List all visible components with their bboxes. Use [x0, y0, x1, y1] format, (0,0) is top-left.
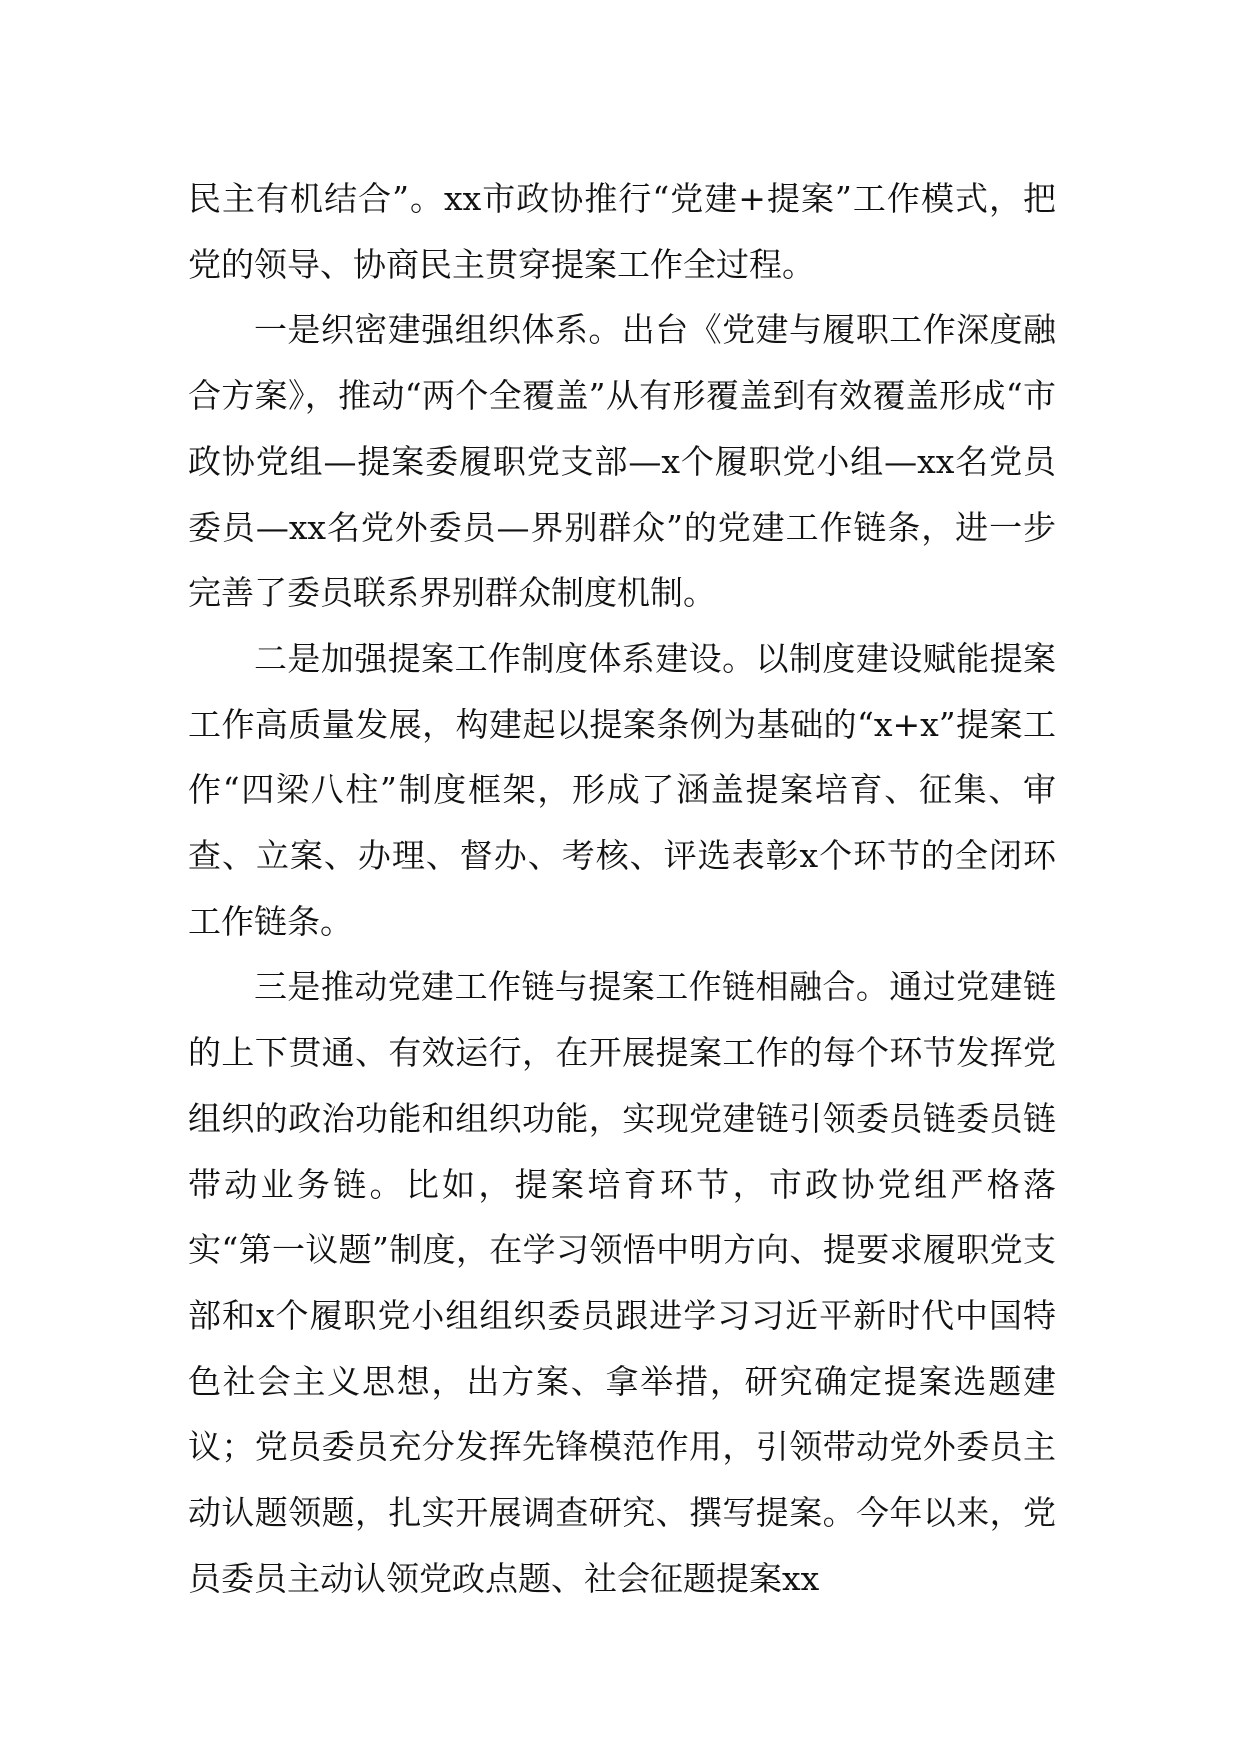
paragraph-chain-integration: 三是推动党建工作链与提案工作链相融合。通过党建链的上下贯通、有效运行，在开展提案工作的每个环节发挥党组织的政治功能和组织功能，实现党建链引领委员链委员链带动业务链。比如，提案培育环节，市政协党组严格落实“第一议题”制度，在学习领悟中明方向、提要求履职党支部和x个履职党小组组织委员跟进学习习近平新时代中国特色社会主义思想，出方案、拿举措，研究确定提案选题建议；党员委员充分发挥先锋模范作用，引领带动党外委员主动认题领题，扎实开展调查研究、撰写提案。今年以来，党员委员主动认领党政点题、社会征题提案xx [188, 967, 1056, 1598]
paragraph-intro: 民主有机结合”。xx市政协推行“党建+提案”工作模式，把党的领导、协商民主贯穿提案工作全过程。 [188, 179, 1056, 284]
paragraph-proposal-system: 二是加强提案工作制度体系建设。以制度建设赋能提案工作高质量发展，构建起以提案条例为基础的“x+x”提案工作“四梁八柱”制度框架，形成了涵盖提案培育、征集、审查、立案、办理、督办、考核、评选表彰x个环节的全闭环工作链条。 [188, 638, 1056, 941]
paragraph-organization-system: 一是织密建强组织体系。出台《党建与履职工作深度融合方案》，推动“两个全覆盖”从有形覆盖到有效覆盖形成“市政协党组—提案委履职党支部—x个履职党小组—xx名党员委员—xx名党外委员—界别群众”的党建工作链条，进一步完善了委员联系界别群众制度机制。 [188, 310, 1056, 613]
document-body [188, 166, 1056, 1611]
